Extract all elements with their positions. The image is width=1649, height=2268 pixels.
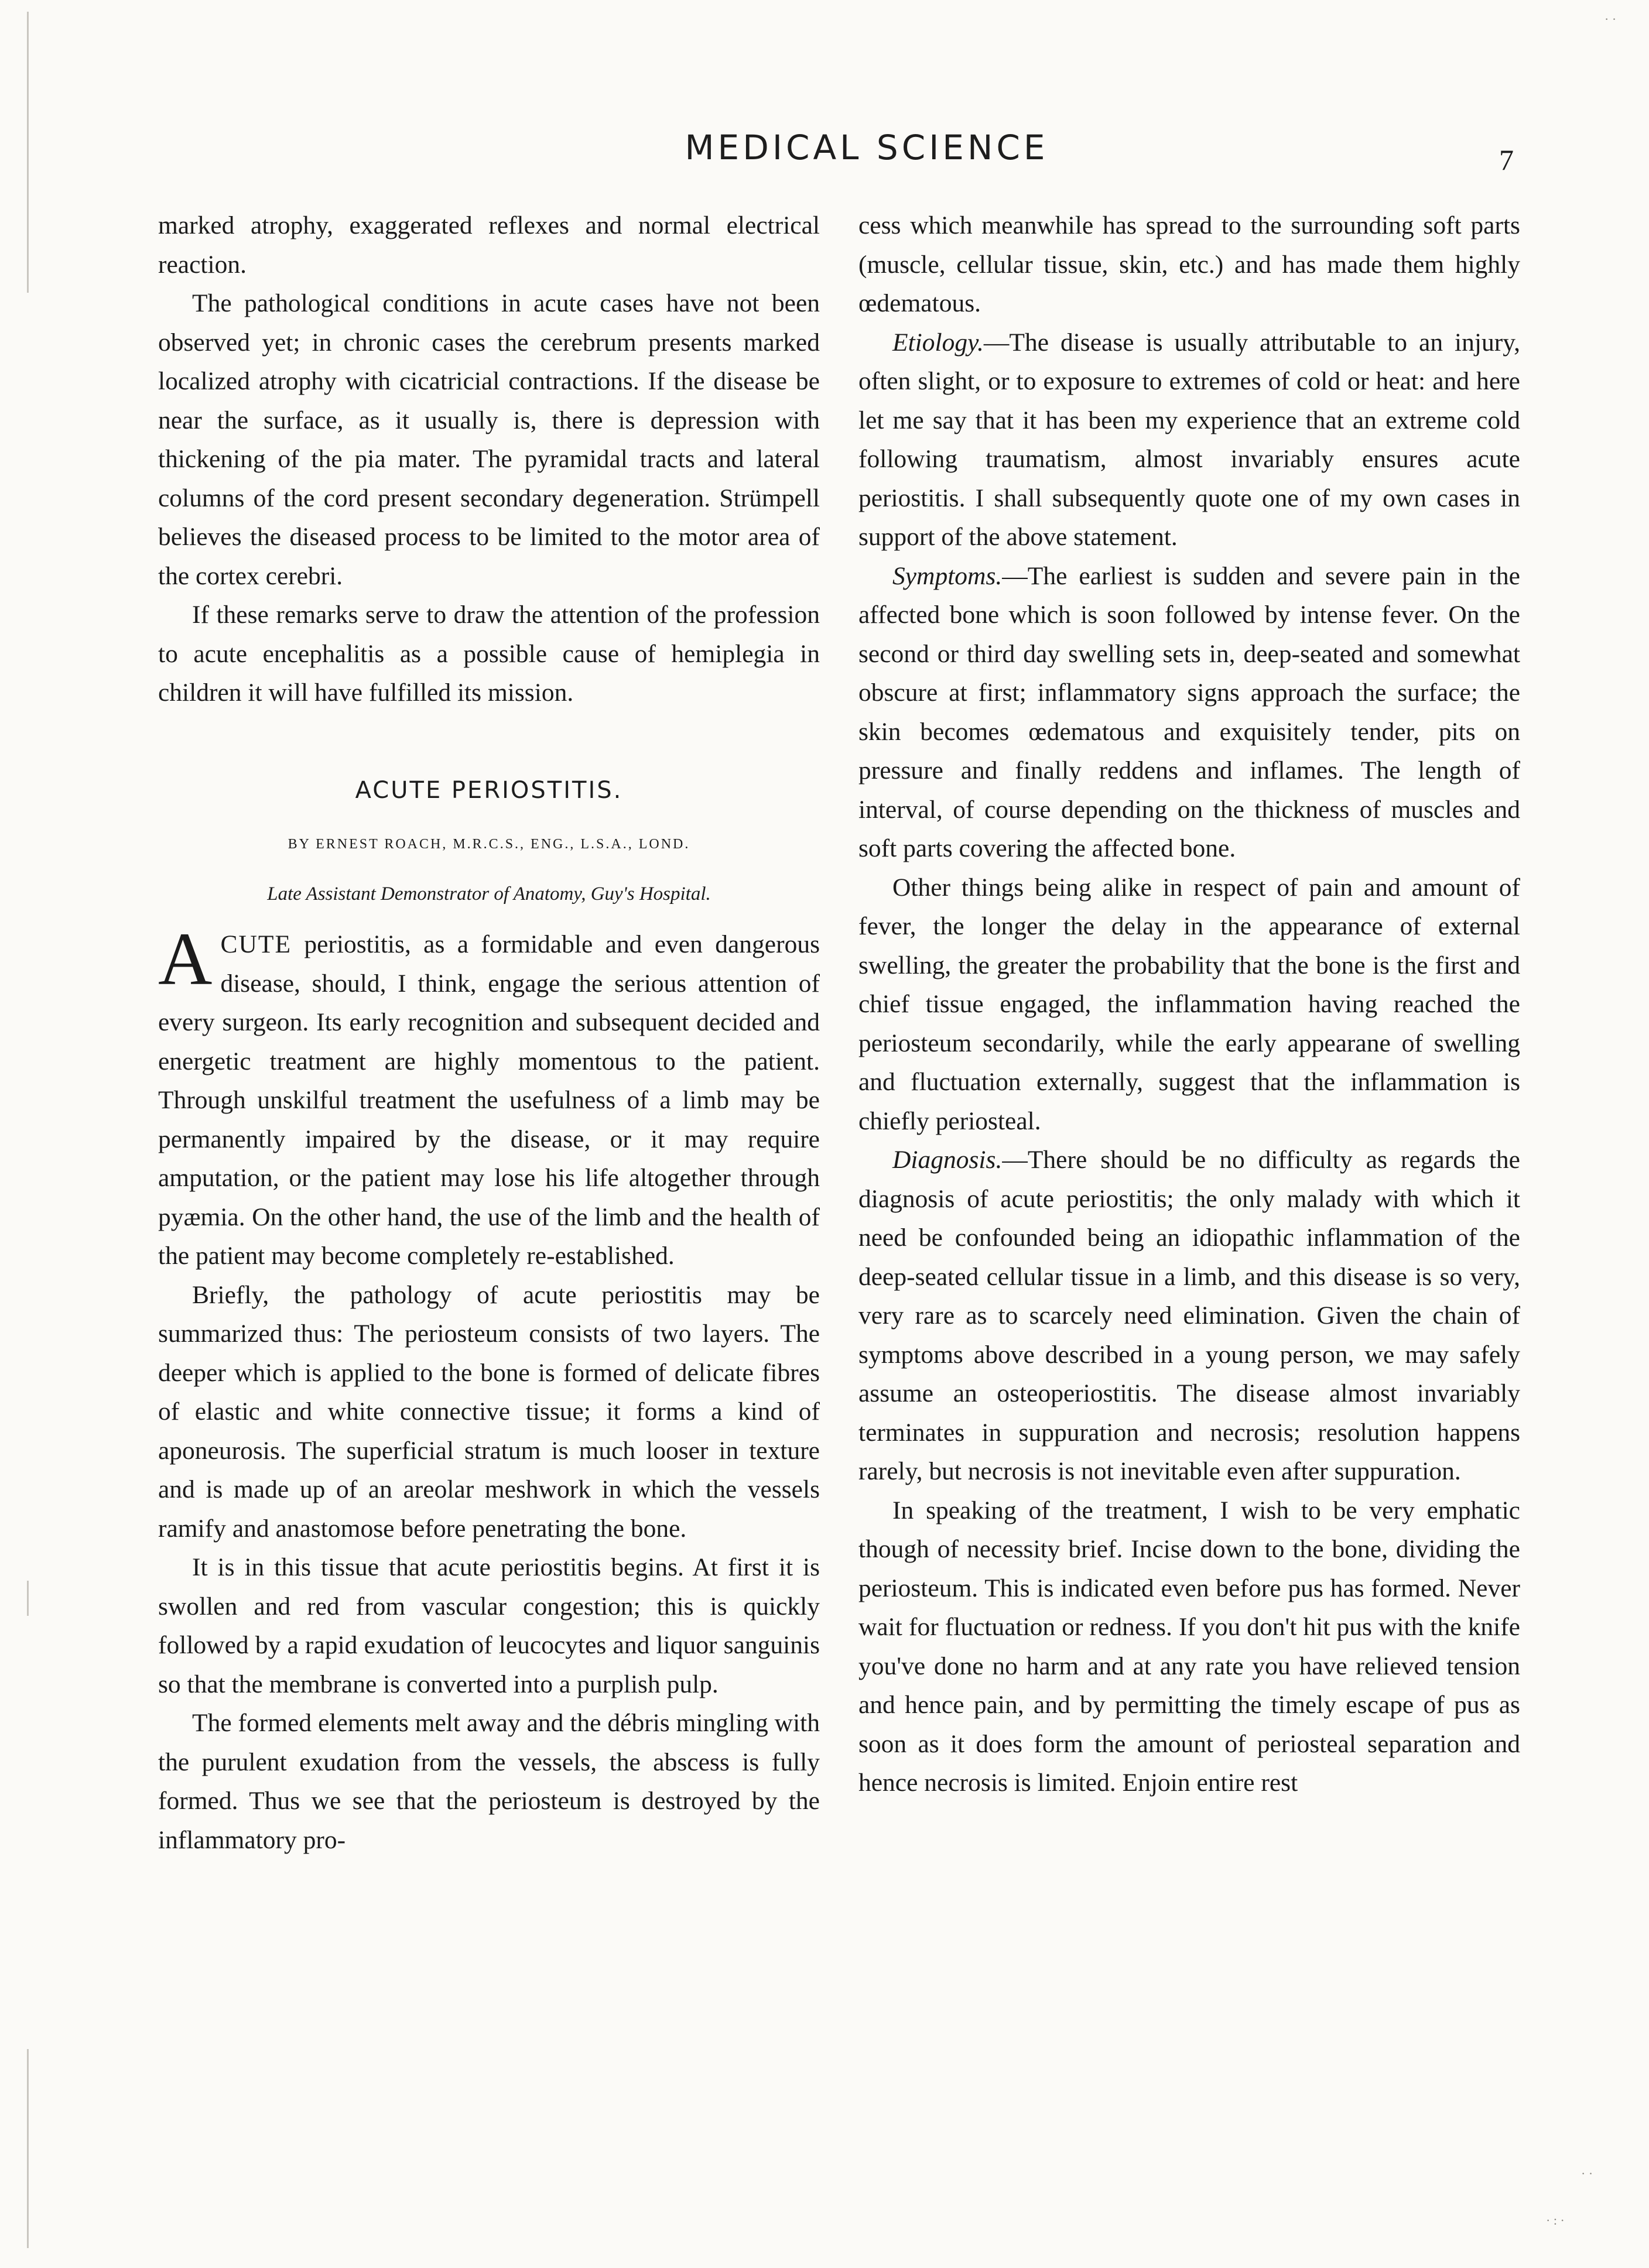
running-head: MEDICAL SCIENCE xyxy=(685,128,1049,167)
page-number: 7 xyxy=(1499,143,1514,176)
margin-rule-top xyxy=(27,12,29,293)
lead-paragraph xyxy=(158,917,820,1276)
paragraph: The pathological conditions in acute cases have not been observed yet; in chronic cases the cerebrum presents marked localized atrophy with cicatricial contractions. If the disease be near the surface, as it usually is, there is depression with thickening of the pia mater. The pyramidal tracts and lateral columns of the cord present secondary degeneration. Strümpell believes the diseased process to be limited to the motor area of the cortex cerebri. xyxy=(158,289,820,590)
scan-speck: · : · xyxy=(1546,2213,1565,2228)
symptoms-paragraph: Symptoms.—The earliest is sudden and severe pain in the affected bone which is soon followed by intense fever. On the second or third day swelling sets in, deep-seated and somewhat obscure at first; inflammatory signs approach the surface; the skin becomes œdematous and exquisitely tender, pits on pressure and finally reddens and inflames. The length of interval, of course depending on the thickness of muscles and soft parts covering the affected bone. xyxy=(858,561,1520,862)
drop-cap: A xyxy=(158,917,213,1001)
section-label: Diagnosis. xyxy=(892,1146,1003,1174)
section-label: Symptoms. xyxy=(892,561,1003,590)
article-byline: BY ERNEST ROACH, M.R.C.S., ENG., L.S.A., LOND. xyxy=(288,837,690,852)
etiology-paragraph: Etiology.—The disease is usually attributable to an injury, often slight, or to exposure to extremes of cold or heat: and here let me say that it has been my experience that an extreme cold following traumatism, almost invariably ensures acute periostitis. I shall subsequently quote one of my own cases in support of the above statement. xyxy=(858,328,1520,551)
paragraph: If these remarks serve to draw the attention of the profession to acute encephalitis as a possible cause of hemiplegia in children it will have fulfilled its mission. xyxy=(158,601,820,707)
margin-rule-bottom xyxy=(27,2049,29,2248)
paragraph: The formed elements melt away and the débris mingling with the purulent exudation from the vessels, the abscess is fully formed. Thus we see that the periosteum is destroyed by the inflammatory pro- xyxy=(158,1709,820,1854)
section-label: Etiology. xyxy=(892,328,984,357)
article-title: ACUTE PERIOSTITIS. xyxy=(355,776,623,804)
paragraph: Other things being alike in respect of pain and amount of fever, the longer the delay in the appearance of external swelling, the greater the probability that the bone is the first and chief tissue engaged, the inflammation having reached the periosteum secondarily, while the early appearane of swelling and fluctuation externally, suggest that the inflammation is chiefly periosteal. xyxy=(858,873,1520,1135)
paragraph: It is in this tissue that acute periostitis begins. At first it is swollen and red from vascular congestion; this is quickly followed by a rapid exudation of leucocytes and liquor sanguinis so that the membrane is converted into a purplish pulp. xyxy=(158,1553,820,1698)
scan-speck: · · xyxy=(1581,2166,1593,2181)
left-column xyxy=(158,206,820,1859)
paragraph: marked atrophy, exaggerated reflexes and normal electrical reaction. xyxy=(158,211,820,279)
paragraph: Briefly, the pathology of acute periostitis may be summarized thus: The periosteum consists of two layers. The deeper which is applied to the bone is formed of delicate fibres of elastic and white connective tissue; it forms a kind of aponeurosis. The superficial stratum is much looser in texture and is made up of an areolar meshwork in which the vessels ramify and anastomose before penetrating the bone. xyxy=(158,1280,820,1543)
margin-rule-mid xyxy=(27,1581,29,1616)
diagnosis-paragraph: Diagnosis.—There should be no difficulty as regards the diagnosis of acute periostitis; the only malady with which it need be confounded being an idiopathic inflammation of the deep-seated cellular tissue in a limb, and this disease is so very, very rare as to scarcely need elimination. Given the chain of symptoms above described in a young person, we may safely assume an osteoperiostitis. The disease almost invariably terminates in suppuration and necrosis; resolution happens rarely, but necrosis is not inevitable even after suppuration. xyxy=(858,1146,1520,1485)
right-column xyxy=(858,206,1520,1803)
lead-smallcaps: CUTE xyxy=(220,930,292,958)
author-affiliation: Late Assistant Demonstrator of Anatomy, Guy's Hospital. xyxy=(267,883,711,905)
paragraph: cess which meanwhile has spread to the surrounding soft parts (muscle, cellular tissue, skin, etc.) and has made them highly œdematous. xyxy=(858,211,1520,317)
paragraph: In speaking of the treatment, I wish to be very emphatic though of necessity brief. Incise down to the bone, dividing the periosteum. This is indicated even before pus has formed. Never wait for fluctuation or redness. If you don't hit pus with the knife you've done no harm and at any rate you have relieved tension and hence pain, and by permitting the timely escape of pus as soon as it does form the amount of periosteal separation and hence necrosis is limited. Enjoin entire rest xyxy=(858,1496,1520,1797)
lead-text: periostitis, as a formidable and even dangerous disease, should, I think, engage the serious attention of every surgeon. Its early recognition and subsequent decided and energetic treatment are highly momentous to the patient. Through unskilful treatment the usefulness of a limb may be permanently impaired by the disease, or it may require amputation, or the patient may lose his life altogether through pyæmia. On the other hand, the use of the limb and the health of the patient may become completely re-established. xyxy=(158,930,820,1270)
scan-speck: · · xyxy=(1604,12,1617,26)
